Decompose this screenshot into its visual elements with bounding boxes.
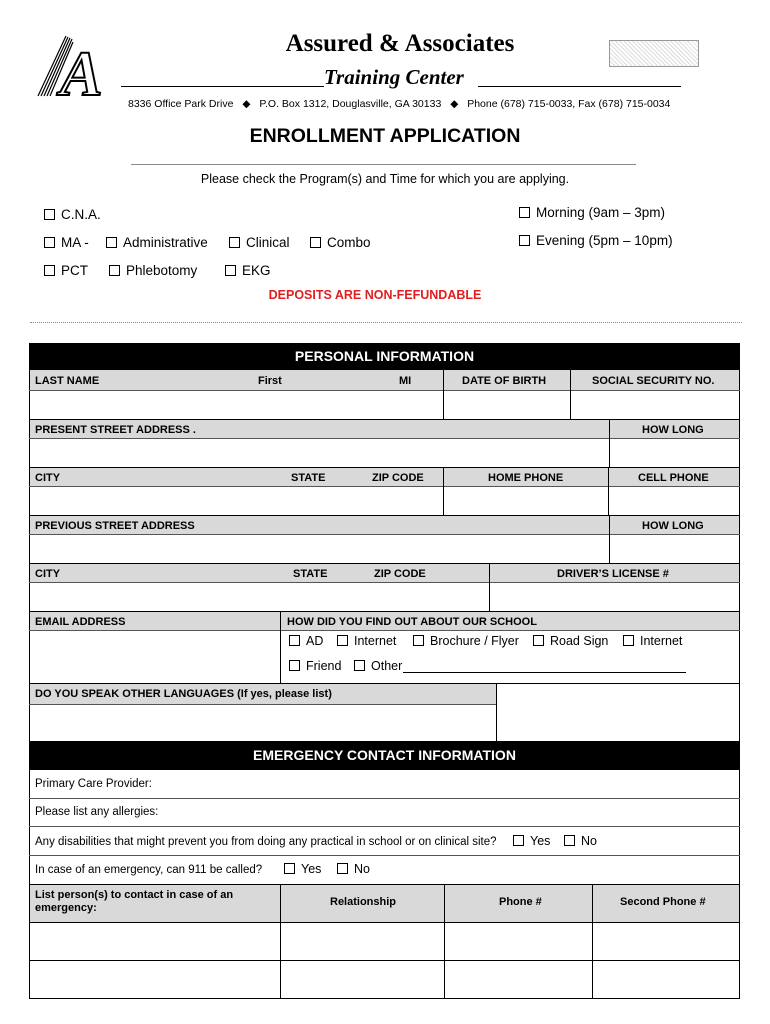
city-label: CITY	[35, 472, 61, 484]
present-address-field[interactable]	[30, 438, 609, 467]
call-911-yes[interactable]: Yes	[284, 862, 321, 876]
source-road-sign[interactable]: Road Sign	[533, 634, 608, 648]
contact-row-2[interactable]	[30, 961, 739, 998]
option-ma[interactable]: MA -	[44, 235, 89, 250]
state-label: STATE	[291, 472, 326, 484]
form-title: ENROLLMENT APPLICATION	[249, 125, 521, 147]
city-label-2: CITY	[35, 568, 61, 580]
checkbox-icon[interactable]	[513, 835, 524, 846]
call-911-no[interactable]: No	[337, 862, 370, 876]
ssn-field[interactable]	[571, 390, 739, 419]
logo-letter: A	[60, 38, 103, 109]
home-phone-field[interactable]	[444, 486, 608, 515]
checkbox-icon[interactable]	[106, 237, 117, 248]
street-address: 8336 Office Park Drive	[128, 98, 234, 110]
last-name-label: LAST NAME	[35, 375, 100, 387]
previous-address-field[interactable]	[30, 534, 609, 563]
disabilities-no[interactable]: No	[564, 834, 597, 848]
phone-label: Phone #	[499, 896, 542, 908]
dob-field[interactable]	[444, 390, 570, 419]
source-internet[interactable]: Internet	[337, 634, 396, 648]
contact-row-1[interactable]	[30, 922, 739, 960]
city-state-zip-field[interactable]	[30, 486, 443, 515]
checkbox-icon[interactable]	[564, 835, 575, 846]
first-name-label: First	[258, 375, 282, 387]
instruction-text: Please check the Program(s) and Time for which you are applying.	[200, 172, 570, 186]
how-long-label: HOW LONG	[642, 424, 704, 436]
option-combo[interactable]: Combo	[310, 235, 371, 250]
checkbox-icon[interactable]	[225, 265, 236, 276]
allergies-label: Please list any allergies:	[35, 806, 159, 818]
option-pct[interactable]: PCT	[44, 263, 88, 278]
email-label: EMAIL ADDRESS	[35, 616, 126, 628]
other-source-line[interactable]	[403, 672, 686, 673]
checkbox-icon[interactable]	[44, 265, 55, 276]
checkbox-icon[interactable]	[337, 863, 348, 874]
checkbox-icon[interactable]	[284, 863, 295, 874]
license-label: DRIVER’S LICENSE #	[557, 568, 669, 580]
source-brochure[interactable]: Brochure / Flyer	[413, 634, 519, 648]
option-morning[interactable]: Morning (9am – 3pm)	[519, 205, 665, 220]
checkbox-icon[interactable]	[109, 265, 120, 276]
present-address-label: PRESENT STREET ADDRESS .	[35, 424, 196, 436]
zip-label-2: ZIP CODE	[374, 568, 426, 580]
primary-care-label: Primary Care Provider:	[35, 778, 152, 790]
checkbox-icon[interactable]	[289, 660, 300, 671]
source-internet-2[interactable]: Internet	[623, 634, 682, 648]
how-long-field[interactable]	[610, 438, 739, 467]
previous-address-label: PREVIOUS STREET ADDRESS	[35, 520, 195, 532]
zip-label: ZIP CODE	[372, 472, 424, 484]
contacts-label: List person(s) to contact in case of an emergency:	[35, 889, 234, 914]
checkbox-icon[interactable]	[519, 207, 530, 218]
source-ad[interactable]: AD	[289, 634, 323, 648]
emergency-heading: EMERGENCY CONTACT INFORMATION	[29, 741, 740, 770]
contact-line: 8336 Office Park Drive ◆ P.O. Box 1312, Douglasville, GA 30133 ◆ Phone (678) 715-0033, Fax (678) 715-0034	[128, 98, 671, 110]
disabilities-label: Any disabilities that might prevent you from doing any practical in school or on clinical site?	[35, 836, 497, 848]
cell-phone-field[interactable]	[609, 486, 739, 515]
languages-field-2[interactable]	[497, 683, 739, 741]
checkbox-icon[interactable]	[413, 635, 424, 646]
city-state-zip-field-2[interactable]	[30, 582, 489, 611]
dob-label: DATE OF BIRTH	[462, 375, 547, 387]
checkbox-icon[interactable]	[289, 635, 300, 646]
option-cna[interactable]: C.N.A.	[44, 207, 101, 222]
ssn-label: SOCIAL SECURITY NO.	[592, 375, 715, 387]
name-field[interactable]	[30, 390, 443, 419]
checkbox-icon[interactable]	[44, 209, 55, 220]
how-long-field-2[interactable]	[610, 534, 739, 563]
found-us-label: HOW DID YOU FIND OUT ABOUT OUR SCHOOL	[287, 616, 537, 628]
training-center-title: Training Center	[324, 65, 464, 89]
checkbox-icon[interactable]	[519, 235, 530, 246]
source-other[interactable]: Other	[354, 659, 402, 673]
option-ekg[interactable]: EKG	[225, 263, 271, 278]
po-box: P.O. Box 1312, Douglasville, GA 30133	[259, 98, 442, 110]
checkbox-icon[interactable]	[337, 635, 348, 646]
how-long-label-2: HOW LONG	[642, 520, 704, 532]
option-administrative[interactable]: Administrative	[106, 235, 208, 250]
option-phlebotomy[interactable]: Phlebotomy	[109, 263, 197, 278]
mi-label: MI	[399, 375, 412, 387]
company-logo	[30, 32, 103, 109]
languages-label: DO YOU SPEAK OTHER LANGUAGES (If yes, please list)	[35, 688, 332, 700]
second-phone-label: Second Phone #	[620, 896, 706, 908]
deposit-notice: DEPOSITS ARE NON-FEFUNDABLE	[268, 288, 482, 302]
checkbox-icon[interactable]	[310, 237, 321, 248]
option-clinical[interactable]: Clinical	[229, 235, 290, 250]
home-phone-label: HOME PHONE	[488, 472, 564, 484]
photo-box	[609, 40, 699, 67]
personal-info-heading: PERSONAL INFORMATION	[29, 343, 740, 370]
checkbox-icon[interactable]	[229, 237, 240, 248]
option-evening[interactable]: Evening (5pm – 10pm)	[519, 233, 673, 248]
languages-field[interactable]	[30, 704, 495, 741]
checkbox-icon[interactable]	[533, 635, 544, 646]
source-friend[interactable]: Friend	[289, 659, 341, 673]
disabilities-yes[interactable]: Yes	[513, 834, 550, 848]
relationship-label: Relationship	[330, 896, 397, 908]
cell-phone-label: CELL PHONE	[638, 472, 709, 484]
company-name: Assured & Associates	[285, 30, 515, 57]
state-label-2: STATE	[293, 568, 328, 580]
checkbox-icon[interactable]	[623, 635, 634, 646]
checkbox-icon[interactable]	[354, 660, 365, 671]
checkbox-icon[interactable]	[44, 237, 55, 248]
email-field[interactable]	[30, 630, 280, 683]
license-field[interactable]	[490, 582, 739, 611]
phone-fax: Phone (678) 715-0033, Fax (678) 715-0034	[467, 98, 671, 110]
call-911-label: In case of an emergency, can 911 be called?	[35, 864, 263, 876]
